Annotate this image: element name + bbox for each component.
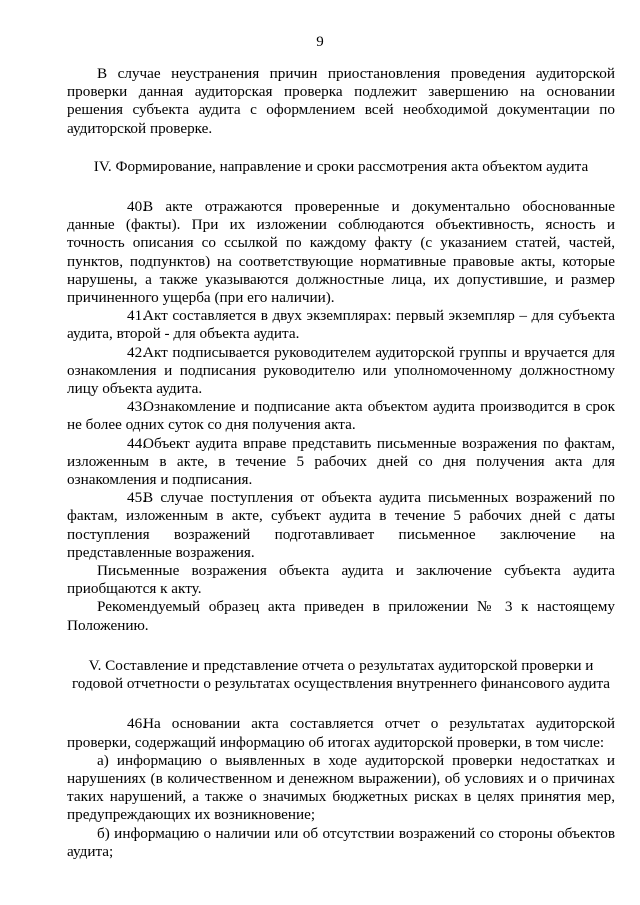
page-number: 9	[316, 34, 324, 50]
item-42	[67, 344, 615, 399]
item-number: 40.	[127, 198, 146, 216]
item-44	[67, 435, 615, 490]
item-text: В акте отражаются проверенные и документально обоснованные данные (факты). При их изложении соблюдаются объективность, ясность и точность описания со ссылкой по каждому факту (с указанием статей, частей, пунктов, подпунктов) на соответствующие нормативные правовые акты, которые нарушены, а также указываются должностные лица, их допустившие, и размер причиненного ущерба (при его наличии).	[67, 198, 615, 307]
section-5-heading-line-1: V. Составление и представление отчета о результатах аудиторской проверки и	[88, 656, 594, 674]
item-41	[67, 307, 615, 343]
item-number: 43.	[127, 398, 146, 416]
item-number: 46.	[127, 715, 146, 733]
item-text: В случае поступления от объекта аудита письменных возражений по фактам, изложенным в акте, субъект аудита в течение 5 рабочих дней с даты поступления возражений подготавливает письменное заключение на представленные возражения.	[67, 489, 615, 561]
item-text: Ознакомление и подписание акта объектом аудита производится в срок не более одних суток со дня получения акта.	[67, 398, 615, 434]
item-number: 44.	[127, 434, 146, 452]
item-text: Объект аудита вправе представить письменные возражения по фактам, изложенным в акте, в течение 5 рабочих дней со дня получения акта для ознакомления и подписания.	[67, 434, 615, 489]
document-body	[67, 65, 615, 861]
item-text: Акт составляется в двух экземплярах: первый экземпляр – для субъекта аудита, второй - для объекта аудита.	[67, 307, 615, 343]
objections-paragraph: Письменные возражения объекта аудита и заключение субъекта аудита приобщаются к акту.	[67, 562, 615, 598]
item-45	[67, 489, 615, 562]
sample-paragraph: Рекомендуемый образец акта приведен в приложении № 3 к настоящему Положению.	[67, 598, 615, 634]
subitem-b: б) информацию о наличии или об отсутствии возражений со стороны объектов аудита;	[67, 824, 615, 860]
item-number: 42.	[127, 343, 146, 361]
item-number: 41.	[127, 307, 146, 325]
item-40	[67, 198, 615, 307]
section-5-heading-line-2: годовой отчетности о результатах осуществления внутреннего финансового аудита	[71, 675, 611, 693]
item-text: Акт подписывается руководителем аудиторской группы и вручается для ознакомления и подписания руководителю или уполномоченному должностному лицу объекта аудита.	[67, 343, 615, 398]
intro-paragraph: В случае неустранения причин приостановления проведения аудиторской проверки данная аудиторская проверка подлежит завершению на основании решения субъекта аудита с оформлением всей необходимой документации по аудиторской проверке.	[67, 65, 615, 137]
item-text: На основании акта составляется отчет о результатах аудиторской проверки, содержащий информацию об итогах аудиторской проверки, в том числе:	[67, 715, 615, 751]
item-46	[67, 715, 615, 751]
item-43	[67, 398, 615, 434]
section-5-heading	[67, 657, 615, 693]
section-4-heading: IV. Формирование, направление и сроки рассмотрения акта объектом аудита	[93, 157, 589, 175]
subitem-a: а) информацию о выявленных в ходе аудиторской проверки недостатках и нарушениях (в количественном и денежном выражении), об условиях и о причинах таких нарушений, а также о значимых бюджетных рисках в целях принятия мер, предупреждающих их возникновение;	[67, 751, 615, 824]
item-number: 45.	[127, 489, 146, 507]
